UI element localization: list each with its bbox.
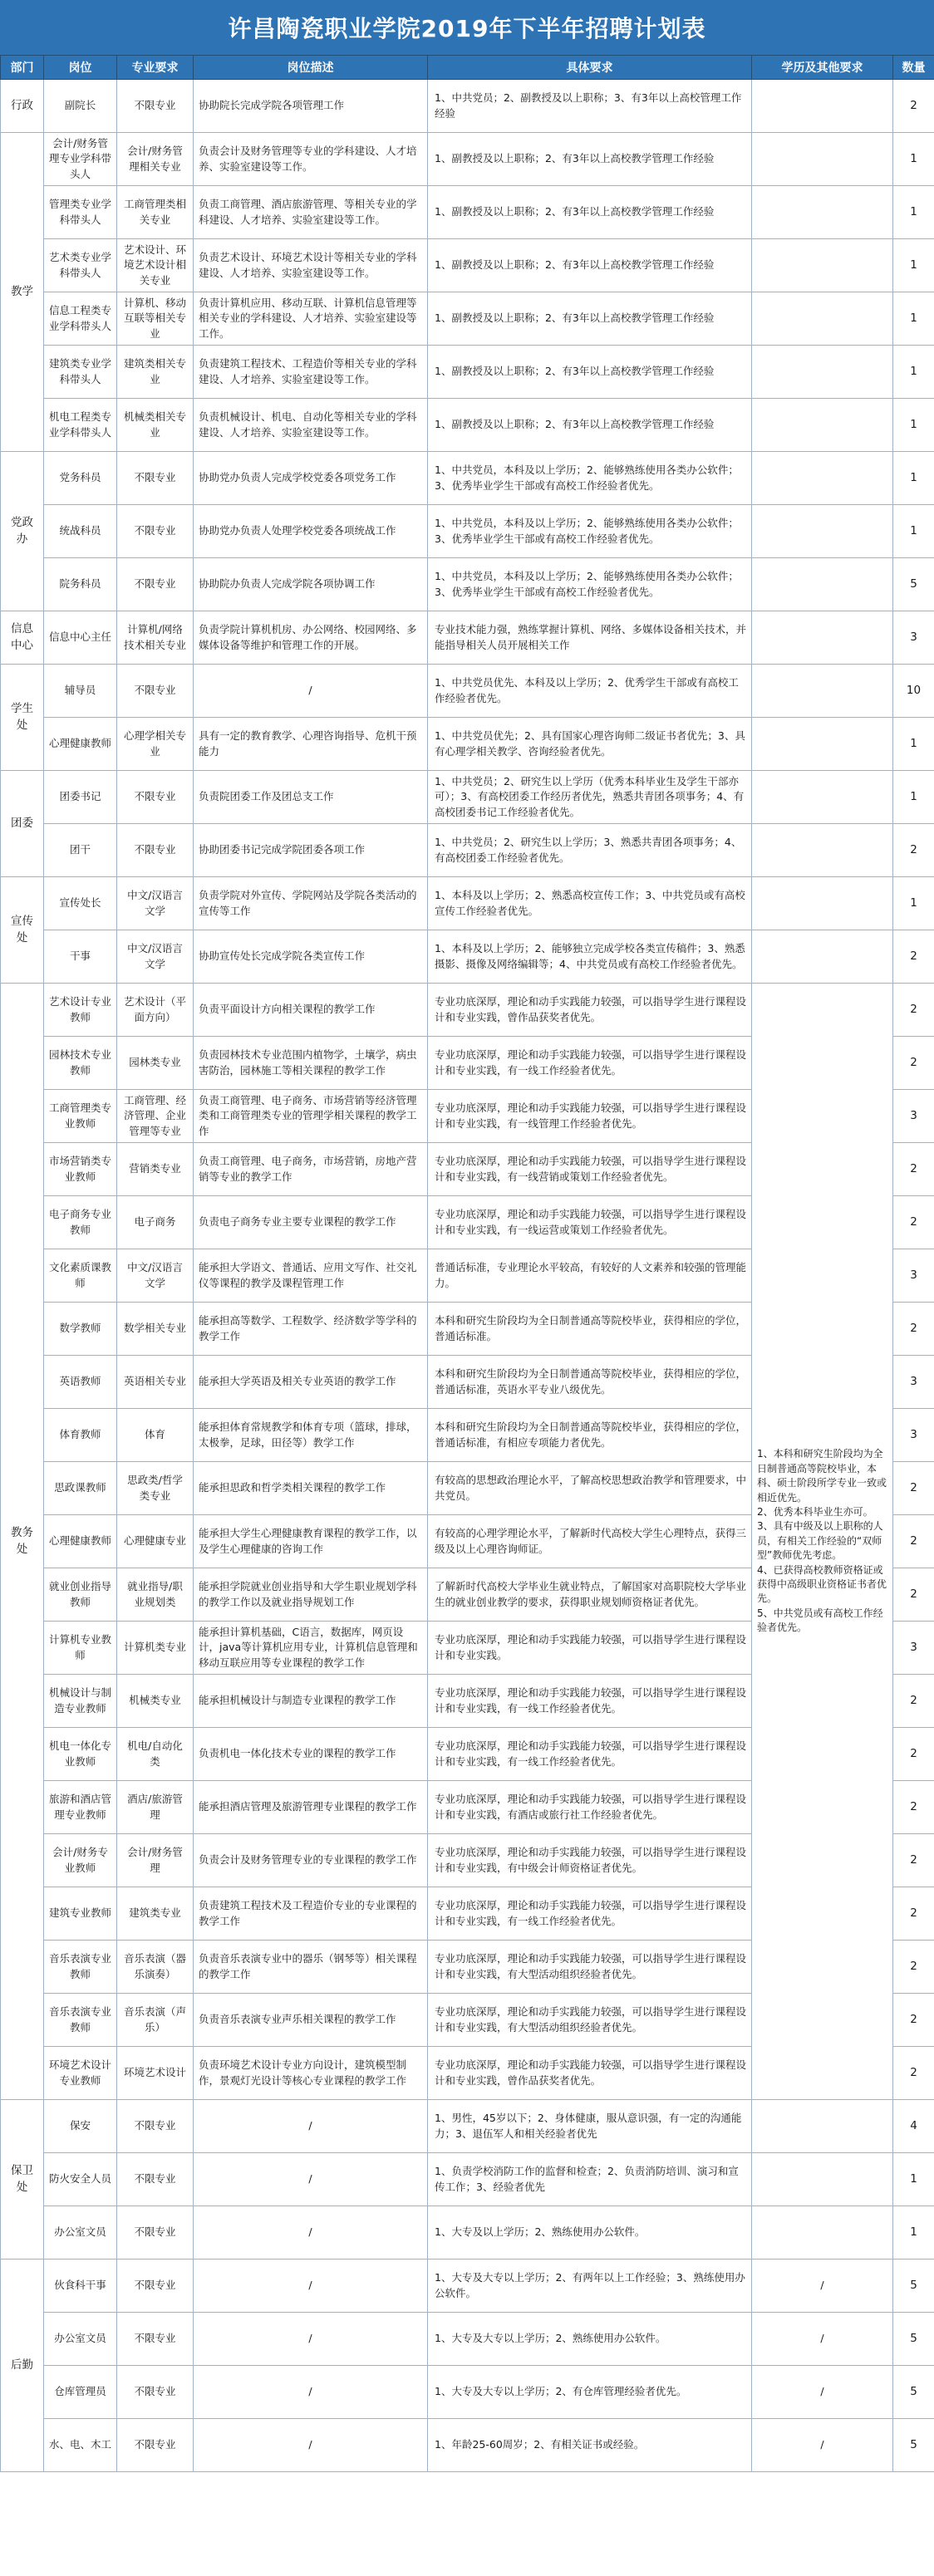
position-cell: 辅导员 xyxy=(44,665,117,718)
education-cell xyxy=(752,186,893,239)
description-cell: 负责环境艺术设计专业方向设计，建筑模型制作，景观灯光设计等核心专业课程的教学工作 xyxy=(194,2047,428,2100)
count-cell: 2 xyxy=(893,2047,934,2100)
table-body xyxy=(1,80,934,2472)
count-cell: 1 xyxy=(893,239,934,292)
count-cell: 2 xyxy=(893,1781,934,1834)
position-cell: 保安 xyxy=(44,2100,117,2153)
position-cell: 信息中心主任 xyxy=(44,611,117,665)
requirements-cell: 1、中共党员优先、本科及以上学历；2、优秀学生干部或有高校工作经验者优先。 xyxy=(428,665,752,718)
description-cell: / xyxy=(194,665,428,718)
count-cell: 1 xyxy=(893,771,934,824)
education-cell xyxy=(752,824,893,877)
requirements-cell: 专业功底深厚，理论和动手实践能力较强，可以指导学生进行课程设计和专业实践，曾作品获奖者优先。 xyxy=(428,984,752,1037)
position-cell: 会计/财务管理专业学科带头人 xyxy=(44,133,117,186)
education-cell xyxy=(752,771,893,824)
requirements-cell: 专业功底深厚，理论和动手实践能力较强，可以指导学生进行课程设计和专业实践，有酒店或旅行社工作经验者优先。 xyxy=(428,1781,752,1834)
requirements-cell: 1、大专及大专以上学历；2、有两年以上工作经验；3、熟练使用办公软件。 xyxy=(428,2260,752,2313)
count-cell: 2 xyxy=(893,1728,934,1781)
requirements-cell: 1、中共党员；2、研究生以上学历；3、熟悉共青团各项事务；4、有高校团委工作经验者优先。 xyxy=(428,824,752,877)
count-cell: 2 xyxy=(893,1303,934,1356)
requirements-cell: 1、中共党员；2、副教授及以上职称；3、有3年以上高校管理工作经验 xyxy=(428,80,752,133)
position-cell: 水、电、木工 xyxy=(44,2419,117,2472)
education-cell xyxy=(752,665,893,718)
count-cell: 2 xyxy=(893,984,934,1037)
description-cell: 负责建筑工程技术、工程造价等相关专业的学科建设、人才培养、实验室建设等工作。 xyxy=(194,346,428,399)
major-cell: 思政类/哲学类专业 xyxy=(117,1462,194,1515)
major-cell: 酒店/旅游管理 xyxy=(117,1781,194,1834)
education-cell: / xyxy=(752,2366,893,2419)
description-cell: 协助党办负责人处理学校党委各项统战工作 xyxy=(194,505,428,558)
count-cell: 1 xyxy=(893,2153,934,2206)
count-cell: 5 xyxy=(893,2313,934,2366)
position-cell: 团委书记 xyxy=(44,771,117,824)
major-cell: 英语相关专业 xyxy=(117,1356,194,1409)
major-cell: 艺术设计、环境艺术设计相关专业 xyxy=(117,239,194,292)
description-cell: 负责学院计算机机房、办公网络、校园网络、多媒体设备等维护和管理工作的开展。 xyxy=(194,611,428,665)
table-row xyxy=(1,186,934,239)
description-cell: / xyxy=(194,2153,428,2206)
table-row xyxy=(1,399,934,452)
position-cell: 就业创业指导教师 xyxy=(44,1568,117,1622)
education-cell xyxy=(752,399,893,452)
dept-cell: 行政 xyxy=(1,80,44,133)
position-cell: 仓库管理员 xyxy=(44,2366,117,2419)
education-cell xyxy=(752,346,893,399)
requirements-cell: 1、副教授及以上职称；2、有3年以上高校教学管理工作经验 xyxy=(428,399,752,452)
education-cell xyxy=(752,2100,893,2153)
description-cell: / xyxy=(194,2206,428,2260)
requirements-cell: 专业功底深厚，理论和动手实践能力较强，可以指导学生进行课程设计和专业实践，有一线营销或策划工作经验者优先。 xyxy=(428,1143,752,1196)
requirements-cell: 1、年龄25-60周岁；2、有相关证书或经验。 xyxy=(428,2419,752,2472)
requirements-cell: 专业功底深厚，理论和动手实践能力较强，可以指导学生进行课程设计和专业实践，有大型活动组织经验者优先。 xyxy=(428,1994,752,2047)
requirements-cell: 1、大专及大专以上学历；2、熟练使用办公软件。 xyxy=(428,2313,752,2366)
requirements-cell: 1、副教授及以上职称；2、有3年以上高校教学管理工作经验 xyxy=(428,292,752,346)
requirements-cell: 1、副教授及以上职称；2、有3年以上高校教学管理工作经验 xyxy=(428,239,752,292)
position-cell: 统战科员 xyxy=(44,505,117,558)
requirements-cell: 1、副教授及以上职称；2、有3年以上高校教学管理工作经验 xyxy=(428,346,752,399)
description-cell: 协助团委书记完成学院团委各项工作 xyxy=(194,824,428,877)
count-cell: 5 xyxy=(893,2260,934,2313)
description-cell: 负责会计及财务管理专业的专业课程的教学工作 xyxy=(194,1834,428,1887)
table-row xyxy=(1,558,934,611)
page-title: 许昌陶瓷职业学院2019年下半年招聘计划表 xyxy=(0,0,934,55)
position-cell: 办公室文员 xyxy=(44,2206,117,2260)
education-cell xyxy=(752,505,893,558)
major-cell: 就业指导/职业规划类 xyxy=(117,1568,194,1622)
description-cell: 负责建筑工程技术及工程造价专业的专业课程的教学工作 xyxy=(194,1887,428,1941)
major-cell: 音乐表演（器乐演奏） xyxy=(117,1941,194,1994)
position-cell: 干事 xyxy=(44,930,117,984)
count-cell: 2 xyxy=(893,1887,934,1941)
count-cell: 3 xyxy=(893,1622,934,1675)
position-cell: 建筑类专业学科带头人 xyxy=(44,346,117,399)
education-cell-shared: 1、本科和研究生阶段均为全日制普通高等院校毕业，本科、硕士阶段所学专业一致或相近优先。 2、优秀本科毕业生亦可。 3、具有中级及以上职称的人员，有相关工作经验的“双师型”教师优先考虑。 4、已获得高校教师资格证或获得中高级职业资格证书者优先。 5、中共党员或有高校工作经验者优先。 xyxy=(752,984,893,2100)
position-cell: 心理健康教师 xyxy=(44,1515,117,1568)
dept-cell: 后勤 xyxy=(1,2260,44,2472)
major-cell: 不限专业 xyxy=(117,2419,194,2472)
table-row xyxy=(1,824,934,877)
major-cell: 会计/财务管理 xyxy=(117,1834,194,1887)
description-cell: / xyxy=(194,2366,428,2419)
education-cell: / xyxy=(752,2260,893,2313)
table-row xyxy=(1,771,934,824)
count-cell: 1 xyxy=(893,2206,934,2260)
requirements-cell: 1、本科及以上学历；2、能够独立完成学校各类宣传稿件；3、熟悉摄影、摄像及网络编辑等；4、中共党员或有高校工作经验者优先。 xyxy=(428,930,752,984)
requirements-cell: 本科和研究生阶段均为全日制普通高等院校毕业，获得相应的学位，普通话标准，英语水平专业八级优先。 xyxy=(428,1356,752,1409)
table-row xyxy=(1,611,934,665)
requirements-cell: 本科和研究生阶段均为全日制普通高等院校毕业，获得相应的学位，普通话标准，有相应专项能力者优先。 xyxy=(428,1409,752,1462)
description-cell: 负责工商管理、酒店旅游管理、等相关专业的学科建设、人才培养、实验室建设等工作。 xyxy=(194,186,428,239)
count-cell: 3 xyxy=(893,611,934,665)
major-cell: 不限专业 xyxy=(117,665,194,718)
table-row xyxy=(1,718,934,771)
major-cell: 中文/汉语言文学 xyxy=(117,1249,194,1303)
table-row xyxy=(1,505,934,558)
requirements-cell: 了解新时代高校大学毕业生就业特点，了解国家对高职院校大学毕业生的就业创业教学的要求，获得职业规划师资格证者优先。 xyxy=(428,1568,752,1622)
description-cell: 负责音乐表演专业声乐相关课程的教学工作 xyxy=(194,1994,428,2047)
position-cell: 旅游和酒店管理专业教师 xyxy=(44,1781,117,1834)
header-position: 岗位 xyxy=(44,56,117,80)
count-cell: 1 xyxy=(893,452,934,505)
count-cell: 2 xyxy=(893,80,934,133)
major-cell: 计算机类专业 xyxy=(117,1622,194,1675)
major-cell: 不限专业 xyxy=(117,505,194,558)
requirements-cell: 专业功底深厚，理论和动手实践能力较强，可以指导学生进行课程设计和专业实践，有一线工作经验者优先。 xyxy=(428,1037,752,1090)
count-cell: 2 xyxy=(893,1675,934,1728)
description-cell: 负责艺术设计、环境艺术设计等相关专业的学科建设、人才培养、实验室建设等工作。 xyxy=(194,239,428,292)
requirements-cell: 1、中共党员，本科及以上学历；2、能够熟练使用各类办公软件；3、优秀毕业学生干部或有高校工作经验者优先。 xyxy=(428,452,752,505)
position-cell: 副院长 xyxy=(44,80,117,133)
requirements-cell: 普通话标准，专业理论水平较高，有较好的人文素养和较强的管理能力。 xyxy=(428,1249,752,1303)
major-cell: 机电/自动化类 xyxy=(117,1728,194,1781)
major-cell: 建筑类专业 xyxy=(117,1887,194,1941)
description-cell: 能承担计算机基础，C语言，数据库，网页设计，java等计算机应用专业，计算机信息管理和移动互联应用等专业课程的教学工作 xyxy=(194,1622,428,1675)
education-cell xyxy=(752,239,893,292)
table-row xyxy=(1,133,934,186)
count-cell: 1 xyxy=(893,292,934,346)
dept-cell: 信息中心 xyxy=(1,611,44,665)
education-cell xyxy=(752,2153,893,2206)
count-cell: 2 xyxy=(893,824,934,877)
position-cell: 机电一体化专业教师 xyxy=(44,1728,117,1781)
major-cell: 不限专业 xyxy=(117,824,194,877)
table-row xyxy=(1,2366,934,2419)
position-cell: 防火安全人员 xyxy=(44,2153,117,2206)
description-cell: 负责院团委工作及团总支工作 xyxy=(194,771,428,824)
major-cell: 不限专业 xyxy=(117,2153,194,2206)
description-cell: 能承担大学生心理健康教育课程的教学工作，以及学生心理健康的咨询工作 xyxy=(194,1515,428,1568)
recruitment-table xyxy=(0,55,934,2472)
count-cell: 2 xyxy=(893,1196,934,1249)
major-cell: 不限专业 xyxy=(117,2366,194,2419)
description-cell: 负责电子商务专业主要专业课程的教学工作 xyxy=(194,1196,428,1249)
major-cell: 不限专业 xyxy=(117,452,194,505)
requirements-cell: 专业功底深厚，理论和动手实践能力较强，可以指导学生进行课程设计和专业实践，有一线工作经验者优先。 xyxy=(428,1887,752,1941)
description-cell: 协助院办负责人完成学院各项协调工作 xyxy=(194,558,428,611)
position-cell: 环境艺术设计专业教师 xyxy=(44,2047,117,2100)
requirements-cell: 1、本科及以上学历；2、熟悉高校宣传工作；3、中共党员或有高校宣传工作经验者优先。 xyxy=(428,877,752,930)
major-cell: 心理健康专业 xyxy=(117,1515,194,1568)
major-cell: 不限专业 xyxy=(117,2100,194,2153)
description-cell: 负责平面设计方向相关课程的教学工作 xyxy=(194,984,428,1037)
description-cell: 能承担学院就业创业指导和大学生职业规划学科的教学工作以及就业指导规划工作 xyxy=(194,1568,428,1622)
education-cell: / xyxy=(752,2313,893,2366)
education-cell xyxy=(752,877,893,930)
requirements-cell: 专业功底深厚，理论和动手实践能力较强，可以指导学生进行课程设计和专业实践，有大型活动组织经验者优先。 xyxy=(428,1941,752,1994)
position-cell: 伙食科干事 xyxy=(44,2260,117,2313)
count-cell: 2 xyxy=(893,1941,934,1994)
requirements-cell: 1、男性，45岁以下；2、身体健康，服从意识强，有一定的沟通能力；3、退伍军人和相关经验者优先 xyxy=(428,2100,752,2153)
description-cell: 能承担大学语文、普通话、应用文写作、社交礼仪等课程的教学及课程管理工作 xyxy=(194,1249,428,1303)
position-cell: 数学教师 xyxy=(44,1303,117,1356)
header-requirements: 具体要求 xyxy=(428,56,752,80)
dept-cell: 团委 xyxy=(1,771,44,877)
count-cell: 1 xyxy=(893,346,934,399)
education-cell xyxy=(752,611,893,665)
table-row xyxy=(1,452,934,505)
requirements-cell: 1、中共党员；2、研究生以上学历（优秀本科毕业生及学生干部亦可）；3、有高校团委工作经历者优先，熟悉共青团各项事务；4、有高校团委书记工作经验者优先。 xyxy=(428,771,752,824)
major-cell: 计算机/网络技术相关专业 xyxy=(117,611,194,665)
position-cell: 心理健康教师 xyxy=(44,718,117,771)
count-cell: 3 xyxy=(893,1249,934,1303)
count-cell: 1 xyxy=(893,718,934,771)
major-cell: 建筑类相关专业 xyxy=(117,346,194,399)
requirements-cell: 1、中共党员，本科及以上学历；2、能够熟练使用各类办公软件；3、优秀毕业学生干部或有高校工作经验者优先。 xyxy=(428,558,752,611)
count-cell: 2 xyxy=(893,1462,934,1515)
major-cell: 艺术设计（平面方向） xyxy=(117,984,194,1037)
major-cell: 环境艺术设计 xyxy=(117,2047,194,2100)
count-cell: 2 xyxy=(893,1037,934,1090)
count-cell: 2 xyxy=(893,1834,934,1887)
education-cell xyxy=(752,930,893,984)
header-count: 数量 xyxy=(893,56,934,80)
major-cell: 心理学相关专业 xyxy=(117,718,194,771)
dept-cell: 学生处 xyxy=(1,665,44,771)
table-row xyxy=(1,2153,934,2206)
requirements-cell: 本科和研究生阶段均为全日制普通高等院校毕业，获得相应的学位，普通话标准。 xyxy=(428,1303,752,1356)
position-cell: 工商管理类专业教师 xyxy=(44,1090,117,1143)
table-header-row xyxy=(1,56,934,80)
requirements-cell: 1、负责学校消防工作的监督和检查；2、负责消防培训、演习和宣传工作；3、经验者优先 xyxy=(428,2153,752,2206)
position-cell: 英语教师 xyxy=(44,1356,117,1409)
education-cell xyxy=(752,292,893,346)
requirements-cell: 专业功底深厚，理论和动手实践能力较强，可以指导学生进行课程设计和专业实践，有一线运营或策划工作经验者优先。 xyxy=(428,1196,752,1249)
requirements-cell: 1、副教授及以上职称；2、有3年以上高校教学管理工作经验 xyxy=(428,186,752,239)
description-cell: 能承担思政和哲学类相关课程的教学工作 xyxy=(194,1462,428,1515)
table-row xyxy=(1,665,934,718)
position-cell: 艺术类专业学科带头人 xyxy=(44,239,117,292)
major-cell: 会计/财务管理相关专业 xyxy=(117,133,194,186)
description-cell: / xyxy=(194,2100,428,2153)
major-cell: 工商管理类相关专业 xyxy=(117,186,194,239)
description-cell: / xyxy=(194,2260,428,2313)
description-cell: 协助院长完成学院各项管理工作 xyxy=(194,80,428,133)
dept-cell: 教学 xyxy=(1,133,44,452)
major-cell: 数学相关专业 xyxy=(117,1303,194,1356)
requirements-cell: 1、中共党员优先；2、具有国家心理咨询师二级证书者优先；3、具有心理学相关教学、咨询经验者优先。 xyxy=(428,718,752,771)
description-cell: 能承担大学英语及相关专业英语的教学工作 xyxy=(194,1356,428,1409)
count-cell: 5 xyxy=(893,2366,934,2419)
table-row xyxy=(1,2313,934,2366)
count-cell: 1 xyxy=(893,877,934,930)
major-cell: 机械类相关专业 xyxy=(117,399,194,452)
count-cell: 1 xyxy=(893,186,934,239)
major-cell: 中文/汉语言文学 xyxy=(117,930,194,984)
major-cell: 电子商务 xyxy=(117,1196,194,1249)
description-cell: 协助宣传处长完成学院各类宣传工作 xyxy=(194,930,428,984)
education-cell xyxy=(752,80,893,133)
major-cell: 不限专业 xyxy=(117,771,194,824)
table-row xyxy=(1,930,934,984)
position-cell: 管理类专业学科带头人 xyxy=(44,186,117,239)
position-cell: 电子商务专业教师 xyxy=(44,1196,117,1249)
count-cell: 10 xyxy=(893,665,934,718)
table-row xyxy=(1,984,934,1037)
description-cell: 负责音乐表演专业中的器乐（钢琴等）相关课程的教学工作 xyxy=(194,1941,428,1994)
count-cell: 1 xyxy=(893,399,934,452)
major-cell: 机械类专业 xyxy=(117,1675,194,1728)
dept-cell: 教务处 xyxy=(1,984,44,2100)
header-major: 专业要求 xyxy=(117,56,194,80)
education-cell xyxy=(752,2206,893,2260)
education-cell xyxy=(752,133,893,186)
major-cell: 不限专业 xyxy=(117,558,194,611)
table-row xyxy=(1,239,934,292)
position-cell: 艺术设计专业教师 xyxy=(44,984,117,1037)
requirements-cell: 有较高的思想政治理论水平，了解高校思想政治教学和管理要求，中共党员。 xyxy=(428,1462,752,1515)
description-cell: 具有一定的教育教学、心理咨询指导、危机干预能力 xyxy=(194,718,428,771)
count-cell: 2 xyxy=(893,1568,934,1622)
dept-cell: 党政办 xyxy=(1,452,44,611)
description-cell: / xyxy=(194,2313,428,2366)
table-row xyxy=(1,2419,934,2472)
position-cell: 机电工程类专业学科带头人 xyxy=(44,399,117,452)
position-cell: 音乐表演专业教师 xyxy=(44,1941,117,1994)
requirements-cell: 专业功底深厚，理论和动手实践能力较强，可以指导学生进行课程设计和专业实践。 xyxy=(428,1622,752,1675)
description-cell: 负责工商管理、电子商务、市场营销等经济管理类和工商管理类专业的管理学相关课程的教学工作 xyxy=(194,1090,428,1143)
position-cell: 计算机专业教师 xyxy=(44,1622,117,1675)
count-cell: 5 xyxy=(893,558,934,611)
position-cell: 会计/财务专业教师 xyxy=(44,1834,117,1887)
education-cell: / xyxy=(752,2419,893,2472)
major-cell: 不限专业 xyxy=(117,2313,194,2366)
major-cell: 音乐表演（声乐） xyxy=(117,1994,194,2047)
requirements-cell: 专业技术能力强，熟练掌握计算机、网络、多媒体设备相关技术，并能指导相关人员开展相关工作 xyxy=(428,611,752,665)
table-row xyxy=(1,2100,934,2153)
education-cell xyxy=(752,558,893,611)
major-cell: 不限专业 xyxy=(117,2206,194,2260)
count-cell: 3 xyxy=(893,1409,934,1462)
description-cell: 协助党办负责人完成学校党委各项党务工作 xyxy=(194,452,428,505)
position-cell: 宣传处长 xyxy=(44,877,117,930)
requirements-cell: 有较高的心理学理论水平，了解新时代高校大学生心理特点，获得三级及以上心理咨询师证。 xyxy=(428,1515,752,1568)
major-cell: 计算机、移动互联等相关专业 xyxy=(117,292,194,346)
position-cell: 音乐表演专业教师 xyxy=(44,1994,117,2047)
description-cell: 能承担机械设计与制造专业课程的教学工作 xyxy=(194,1675,428,1728)
major-cell: 工商管理、经济管理、企业管理等专业 xyxy=(117,1090,194,1143)
count-cell: 3 xyxy=(893,1356,934,1409)
count-cell: 1 xyxy=(893,505,934,558)
position-cell: 体育教师 xyxy=(44,1409,117,1462)
requirements-cell: 专业功底深厚，理论和动手实践能力较强，可以指导学生进行课程设计和专业实践，有一线工作经验者优先。 xyxy=(428,1675,752,1728)
description-cell: 能承担体育常规教学和体育专项（篮球，排球，太极拳，足球，田径等）教学工作 xyxy=(194,1409,428,1462)
requirements-cell: 专业功底深厚，理论和动手实践能力较强，可以指导学生进行课程设计和专业实践，有一线管理工作经验者优先。 xyxy=(428,1090,752,1143)
description-cell: 能承担酒店管理及旅游管理专业课程的教学工作 xyxy=(194,1781,428,1834)
position-cell: 文化素质课教师 xyxy=(44,1249,117,1303)
position-cell: 信息工程类专业学科带头人 xyxy=(44,292,117,346)
position-cell: 市场营销类专业教师 xyxy=(44,1143,117,1196)
position-cell: 院务科员 xyxy=(44,558,117,611)
position-cell: 办公室文员 xyxy=(44,2313,117,2366)
major-cell: 园林类专业 xyxy=(117,1037,194,1090)
requirements-cell: 1、中共党员，本科及以上学历；2、能够熟练使用各类办公软件；3、优秀毕业学生干部或有高校工作经验者优先。 xyxy=(428,505,752,558)
description-cell: 负责学院对外宣传、学院网站及学院各类活动的宣传等工作 xyxy=(194,877,428,930)
count-cell: 4 xyxy=(893,2100,934,2153)
table-row xyxy=(1,2260,934,2313)
position-cell: 思政课教师 xyxy=(44,1462,117,1515)
header-description: 岗位描述 xyxy=(194,56,428,80)
description-cell: 负责园林技术专业范围内植物学，土壤学，病虫害防治，园林施工等相关课程的教学工作 xyxy=(194,1037,428,1090)
requirements-cell: 1、大专及大专以上学历；2、有仓库管理经验者优先。 xyxy=(428,2366,752,2419)
position-cell: 机械设计与制造专业教师 xyxy=(44,1675,117,1728)
education-cell xyxy=(752,718,893,771)
description-cell: / xyxy=(194,2419,428,2472)
major-cell: 中文/汉语言文学 xyxy=(117,877,194,930)
table-row xyxy=(1,2206,934,2260)
description-cell: 负责会计及财务管理等专业的学科建设、人才培养、实验室建设等工作。 xyxy=(194,133,428,186)
requirements-cell: 1、副教授及以上职称；2、有3年以上高校教学管理工作经验 xyxy=(428,133,752,186)
description-cell: 负责机电一体化技术专业的课程的教学工作 xyxy=(194,1728,428,1781)
description-cell: 能承担高等数学、工程数学、经济数学等学科的教学工作 xyxy=(194,1303,428,1356)
education-cell xyxy=(752,452,893,505)
count-cell: 1 xyxy=(893,133,934,186)
position-cell: 园林技术专业教师 xyxy=(44,1037,117,1090)
header-education: 学历及其他要求 xyxy=(752,56,893,80)
table-row xyxy=(1,346,934,399)
count-cell: 2 xyxy=(893,1143,934,1196)
description-cell: 负责机械设计、机电、自动化等相关专业的学科建设、人才培养、实验室建设等工作。 xyxy=(194,399,428,452)
count-cell: 2 xyxy=(893,1994,934,2047)
requirements-cell: 专业功底深厚，理论和动手实践能力较强，可以指导学生进行课程设计和专业实践，有一线工作经验者优先。 xyxy=(428,1728,752,1781)
position-cell: 团干 xyxy=(44,824,117,877)
description-cell: 负责计算机应用、移动互联、计算机信息管理等相关专业的学科建设、人才培养、实验室建设等工作。 xyxy=(194,292,428,346)
requirements-cell: 专业功底深厚，理论和动手实践能力较强，可以指导学生进行课程设计和专业实践，曾作品获奖者优先。 xyxy=(428,2047,752,2100)
major-cell: 营销类专业 xyxy=(117,1143,194,1196)
description-cell: 负责工商管理、电子商务，市场营销，房地产营销等专业的教学工作 xyxy=(194,1143,428,1196)
table-row xyxy=(1,292,934,346)
count-cell: 5 xyxy=(893,2419,934,2472)
position-cell: 党务科员 xyxy=(44,452,117,505)
requirements-cell: 专业功底深厚，理论和动手实践能力较强，可以指导学生进行课程设计和专业实践，有中级会计师资格证者优先。 xyxy=(428,1834,752,1887)
major-cell: 不限专业 xyxy=(117,80,194,133)
requirements-cell: 1、大专及以上学历；2、熟练使用办公软件。 xyxy=(428,2206,752,2260)
dept-cell: 宣传处 xyxy=(1,877,44,984)
header-dept: 部门 xyxy=(1,56,44,80)
table-row xyxy=(1,80,934,133)
dept-cell: 保卫处 xyxy=(1,2100,44,2260)
position-cell: 建筑专业教师 xyxy=(44,1887,117,1941)
count-cell: 2 xyxy=(893,930,934,984)
major-cell: 不限专业 xyxy=(117,2260,194,2313)
count-cell: 3 xyxy=(893,1090,934,1143)
table-row xyxy=(1,877,934,930)
count-cell: 2 xyxy=(893,1515,934,1568)
major-cell: 体育 xyxy=(117,1409,194,1462)
